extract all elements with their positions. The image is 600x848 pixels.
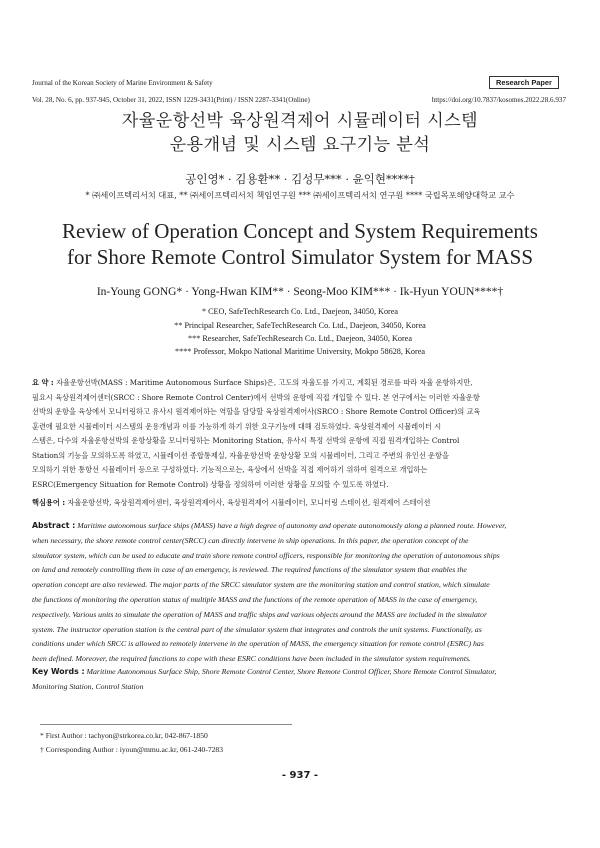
corresponding-author-footnote: † Corresponding Author : iyoun@mmu.ac.kr, 061-240-7283 [40,745,224,754]
korean-abstract-label: 요 약 : [32,378,54,387]
research-paper-badge: Research Paper [489,76,559,89]
abstract-en-line: operation concept are also reviewed. The major parts of the SRCC simulator system are the monitoring station and control station, which simulate [32,580,490,590]
korean-keywords [32,496,568,511]
abstract-en-line: simulator system, which can be used to educate and train shore remote control officers, responsible for monitoring the operation of autonomous ships [32,550,500,560]
english-affiliation-2: ** Principal Researcher, SafeTechResearch Co. Ltd., Daejeon, 34050, Korea [174,321,426,330]
abstract-en-line: on land and remotely controlling them in case of an emergency, is reviewed. The required functions of the simulator system that enables the [32,565,467,575]
english-affiliation-3: *** Researcher, SafeTechResearch Co. Ltd., Daejeon, 34050, Korea [188,334,412,343]
english-keywords-line1: Maritime Autonomous Surface Ship, Shore Remote Control Center, Shore Remote Control Officer, Shore Remote Control Simulator, [86,667,497,676]
abstract-kr-line: Station의 기능을 모의하도록 하였고, 시뮬레이션 종합통제실, 자율운항선박 운항상황 모의 시뮬레이터, 그리고 주변의 유인선 운항을 [32,450,449,460]
abstract-en-line: the functions of monitoring the operation status of multiple MASS and the functions of the remote operation of MASS in the case of emergency, [32,594,478,604]
journal-name: Journal of the Korean Society of Marine Environment & Safety [32,79,213,87]
korean-keywords-label: 핵심용어 : [32,498,66,507]
english-keywords [32,665,568,695]
korean-title-line1: 자율운항선박 육상원격제어 시뮬레이터 시스템 [121,111,479,131]
korean-keywords-text: 자율운항선박, 육상원격제어센터, 육상원격제어사, 육상원격제어 시뮬레이터, 모니터링 스테이션, 원격제어 스테이션 [67,498,431,507]
korean-title-line2: 운용개념 및 시스템 요구기능 분석 [169,135,431,155]
abstract-en-line: when necessary, the shore remote control center(SRCC) can directly intervene in ship operations. In this paper, the operation concept of the [32,535,469,545]
korean-abstract [32,376,568,492]
english-affiliation-4: **** Professor, Mokpo National Maritime University, Mokpo 58628, Korea [175,347,425,356]
korean-authors: 공인영* · 김용환** · 김성무*** · 윤익현****† [185,172,415,186]
abstract-kr-line: ESRC(Emergency Situation for Remote Control) 상황을 정의하여 이러한 상황을 모의할 수 있도록 하였다. [32,479,389,489]
english-title-line2: for Shore Remote Control Simulator System for MASS [66,245,534,269]
abstract-en-line: respectively. Various units to simulate the operation of MASS and traffic ships and various objects around the MASS are included in the simulator [32,609,487,619]
abstract-kr-line: 훈련에 필요한 시뮬레이터 시스템의 운용개념과 이를 가능하게 하기 위한 요구기능에 대해 검토하였다. 육상원격제어 시뮬레이터 시 [32,421,442,431]
abstract-en-line: been defined. Moreover, the required functions to cope with these ESRC conditions have been included in the simulator system requirements. [32,654,471,664]
abstract-en-line: conditions under which SRCC is allowed to remotely intervene in the operation of MASS, the emergency situation for remote control (ESRC) has [32,639,484,649]
abstract-kr-line: 자율운항선박(MASS : Maritime Autonomous Surface Ships)은, 고도의 자율도를 가지고, 계획된 경로를 따라 자율 운항하지만, [56,378,473,387]
english-keywords-line2: Monitoring Station, Control Station [32,681,144,691]
doi-link[interactable]: https://doi.org/10.7837/kosomes.2022.28.6.937 [431,96,566,104]
page-number: - 937 - [281,770,319,781]
english-keywords-label: Key Words : [32,667,85,676]
abstract-kr-line: 스템은, 다수의 자율운항선박의 운항상황을 모니터링하는 Monitoring Station, 유사시 특정 선박의 운항에 직접 원격개입하는 Control [32,436,460,445]
abstract-en-line: system. The instructor operation station is the central part of the simulator system that integrates and controls the unit systems. Functionally, as [32,624,482,634]
english-authors: In-Young GONG* · Yong-Hwan KIM** · Seong-Moo KIM*** · Ik-Hyun YOUN****† [96,286,504,298]
korean-affiliations: * ㈜세이프텍리서치 대표, ** ㈜세이프텍리서치 책임연구원 *** ㈜세이프텍리서치 연구원 **** 국립목포해양대학교 교수 [85,190,515,200]
abstract-kr-line: 선박의 운항을 육상에서 모니터링하고 유사시 원격제어하는 역할을 담당할 육상원격제어사(SRCO : Shore Remote Control Officer)의 교육 [32,407,481,416]
footnote-divider [40,724,292,725]
english-affiliation-1: * CEO, SafeTechResearch Co. Ltd., Daejeon, 34050, Korea [201,307,399,316]
first-author-footnote: * First Author : tachyon@strkorea.co.kr, 042-867-1850 [40,731,208,740]
abstract-en-line: Maritime autonomous surface ships (MASS) have a high degree of autonomy and operate autonomously along a planned route. However, [77,521,507,530]
volume-info: Vol. 28, No. 6, pp. 937-945, October 31, 2022, ISSN 1229-3431(Print) / ISSN 2287-3341(Online) [32,96,310,104]
english-abstract [32,519,568,667]
english-title-line1: Review of Operation Concept and System Requirements [62,219,538,243]
abstract-kr-line: 모의하기 위한 통항선 시뮬레이터 등으로 구성하였다. 기능적으로는, 육상에서 선박을 직접 제어하기 위하여 원격으로 개입하는 [32,465,428,474]
abstract-kr-line: 필요시 육상원격제어센터(SRCC : Shore Remote Control Center)에서 선박의 운항에 직접 개입할 수 있다. 본 연구에서는 이러한 자율운항 [32,392,480,402]
english-abstract-label: Abstract : [32,521,76,530]
